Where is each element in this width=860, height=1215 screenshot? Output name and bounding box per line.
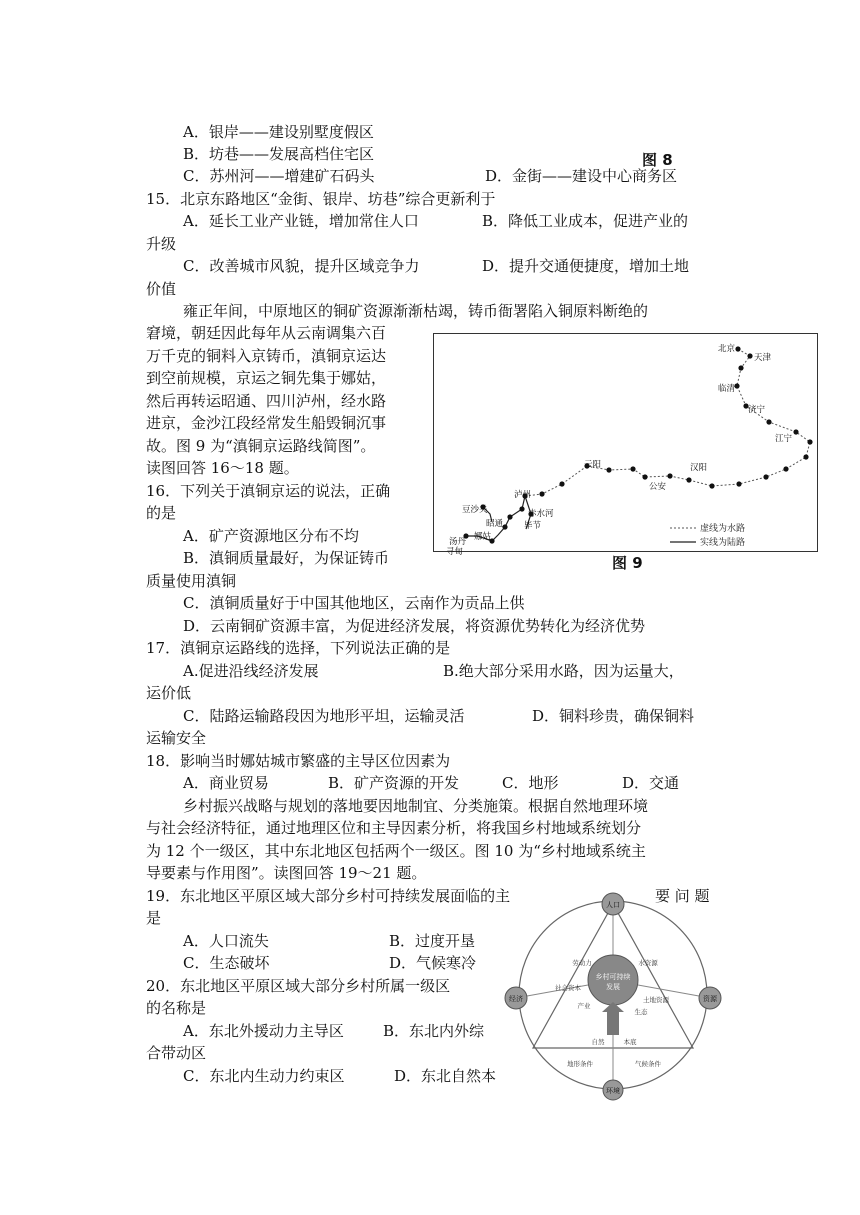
basis-label: 本底 bbox=[623, 1038, 637, 1046]
question-19-wrap: 是 bbox=[146, 909, 162, 927]
passage-line: 万千克的铜料入京铸币，滇铜京运达 bbox=[146, 347, 387, 365]
option-d: D．铜料珍贵，确保铜料 bbox=[532, 707, 695, 725]
option-b: B．矿产资源的开发 bbox=[328, 774, 460, 792]
option-b-wrap: 合带动区 bbox=[146, 1044, 207, 1062]
option-b-wrap: 运价低 bbox=[146, 684, 192, 702]
figure-8-caption: 图 8 bbox=[642, 151, 673, 169]
figure-9-caption: 图 9 bbox=[612, 554, 643, 572]
right-factor: 生态 bbox=[634, 1008, 648, 1016]
place-label: 公安 bbox=[649, 482, 667, 492]
option-b: B．降低工业成本，促进产业的 bbox=[482, 212, 689, 230]
place-label: 豆沙关 bbox=[462, 505, 488, 515]
option-b: B．滇铜质量最好，为保证铸币 bbox=[183, 549, 390, 567]
option-a: A．延长工业产业链，增加常住人口 bbox=[183, 212, 419, 230]
node-resource: 资源 bbox=[703, 995, 717, 1003]
option-d: D．金街——建设中心商务区 bbox=[485, 167, 678, 185]
passage-line: 窘境，朝廷因此每年从云南调集六百 bbox=[146, 324, 387, 342]
option-c: C．生态破坏 bbox=[183, 954, 270, 972]
passage-line: 进京，金沙江段经常发生船毁铜沉事 bbox=[146, 414, 387, 432]
option-d: D．交通 bbox=[622, 774, 680, 792]
passage-line: 为 12 个一级区，其中东北地区包括两个一级区。图 10 为“乡村地域系统主 bbox=[146, 842, 646, 860]
option-d: D．气候寒冷 bbox=[389, 954, 477, 972]
node-environment: 环境 bbox=[606, 1087, 620, 1095]
option-c: C．地形 bbox=[502, 774, 559, 792]
passage-line: 然后再转运昭通、四川泸州，经水路 bbox=[146, 392, 387, 410]
node-economy: 经济 bbox=[509, 995, 523, 1003]
option-a: A．人口流失 bbox=[183, 932, 269, 950]
place-label: 毕节 bbox=[524, 521, 542, 531]
place-label: 赤水河 bbox=[528, 509, 554, 519]
question-15: 15．北京东路地区“金街、银岸、坊巷”综合更新利于 bbox=[146, 190, 496, 208]
option-b-wrap: 升级 bbox=[146, 235, 177, 253]
passage-line: 导要素与作用图”。读图回答 19～21 题。 bbox=[146, 864, 427, 882]
option-b-wrap: 质量使用滇铜 bbox=[146, 572, 237, 590]
place-label: 北京 bbox=[718, 344, 736, 354]
question-19: 19．东北地区平原区域大部分乡村可持续发展面临的主 bbox=[146, 887, 511, 905]
legend-land: 实线为陆路 bbox=[700, 538, 746, 548]
right-factor: 水资源 bbox=[638, 959, 658, 967]
option-c: C．苏州河——增建矿石码头 bbox=[183, 167, 375, 185]
question-16: 16．下列关于滇铜京运的说法，正确 bbox=[146, 482, 391, 500]
option-b: B．坊巷——发展高档住宅区 bbox=[183, 145, 375, 163]
passage-line: 与社会经济特征，通过地理区位和主导因素分析，将我国乡村地域系统划分 bbox=[146, 819, 642, 837]
place-label: 娜姑 bbox=[474, 532, 492, 542]
place-label: 江宁 bbox=[775, 434, 793, 444]
left-factor: 社会资本 bbox=[555, 984, 581, 992]
question-16-wrap: 的是 bbox=[146, 504, 177, 522]
center-label: 乡村可持续 bbox=[595, 973, 631, 981]
route-map bbox=[433, 333, 818, 557]
option-d: D．云南铜矿资源丰富，为促进经济发展，将资源优势转化为经济优势 bbox=[183, 617, 646, 635]
option-d: D．东北自然本 bbox=[394, 1067, 497, 1085]
passage-line: 乡村振兴战略与规划的落地要因地制宜、分类施策。根据自然地理环境 bbox=[183, 797, 649, 815]
passage-line: 读图回答 16～18 题。 bbox=[146, 459, 299, 477]
place-label: 天津 bbox=[754, 353, 772, 363]
center-label: 发展 bbox=[606, 983, 620, 991]
place-label: 昭通 bbox=[486, 519, 504, 529]
option-b: B．过度开垦 bbox=[389, 932, 476, 950]
place-label: 汉阳 bbox=[690, 463, 708, 473]
option-d-wrap: 运输安全 bbox=[146, 729, 207, 747]
option-a: A.促进沿线经济发展 bbox=[183, 662, 319, 680]
passage-line: 故。图 9 为“滇铜京运路线简图”。 bbox=[146, 437, 376, 455]
option-c: C．陆路运输路段因为地形平坦，运输灵活 bbox=[183, 707, 465, 725]
option-b: B．东北内外综 bbox=[383, 1022, 485, 1040]
option-c: C．滇铜质量好于中国其他地区，云南作为贡品上供 bbox=[183, 594, 525, 612]
rural-system-diagram bbox=[508, 890, 718, 1100]
place-label: 寻甸 bbox=[446, 547, 464, 557]
question-20-wrap: 的名称是 bbox=[146, 999, 207, 1017]
option-c: C．东北内生动力约束区 bbox=[183, 1067, 345, 1085]
question-20: 20．东北地区平原区域大部分乡村所属一级区 bbox=[146, 977, 451, 995]
question-19-tail: 要 问 题 bbox=[655, 887, 710, 905]
option-a: A．东北外援动力主导区 bbox=[183, 1022, 344, 1040]
option-d-wrap: 价值 bbox=[146, 280, 177, 298]
nature-label: 自然 bbox=[591, 1038, 605, 1046]
question-18: 18．影响当时娜姑城市繁盛的主导区位因素为 bbox=[146, 752, 451, 770]
base-label: 气候条件 bbox=[635, 1060, 661, 1068]
left-factor: 劳动力 bbox=[572, 959, 592, 967]
option-a: A．银岸——建设别墅度假区 bbox=[183, 123, 374, 141]
option-a: A．矿产资源地区分布不均 bbox=[183, 527, 359, 545]
right-factor: 土地资源 bbox=[643, 996, 669, 1004]
option-d: D．提升交通便捷度，增加土地 bbox=[482, 257, 690, 275]
place-label: 云阳 bbox=[584, 460, 602, 470]
option-b: B.绝大部分采用水路，因为运量大， bbox=[443, 662, 684, 680]
base-label: 地形条件 bbox=[567, 1060, 593, 1068]
place-label: 泸州 bbox=[514, 490, 532, 500]
option-a: A．商业贸易 bbox=[183, 774, 269, 792]
passage-line: 雍正年间，中原地区的铜矿资源渐渐枯竭，铸币衙署陷入铜原料断绝的 bbox=[183, 302, 649, 320]
place-label: 济宁 bbox=[748, 405, 766, 415]
node-population: 人口 bbox=[606, 901, 620, 909]
passage-line: 到空前规模，京运之铜先集于娜姑， bbox=[146, 369, 387, 387]
question-17: 17．滇铜京运路线的选择，下列说法正确的是 bbox=[146, 639, 451, 657]
legend-water: 虚线为水路 bbox=[700, 524, 746, 534]
place-label: 汤丹 bbox=[449, 537, 467, 547]
left-factor: 产业 bbox=[577, 1002, 591, 1010]
place-label: 临清 bbox=[718, 384, 736, 394]
option-c: C．改善城市风貌，提升区域竞争力 bbox=[183, 257, 420, 275]
